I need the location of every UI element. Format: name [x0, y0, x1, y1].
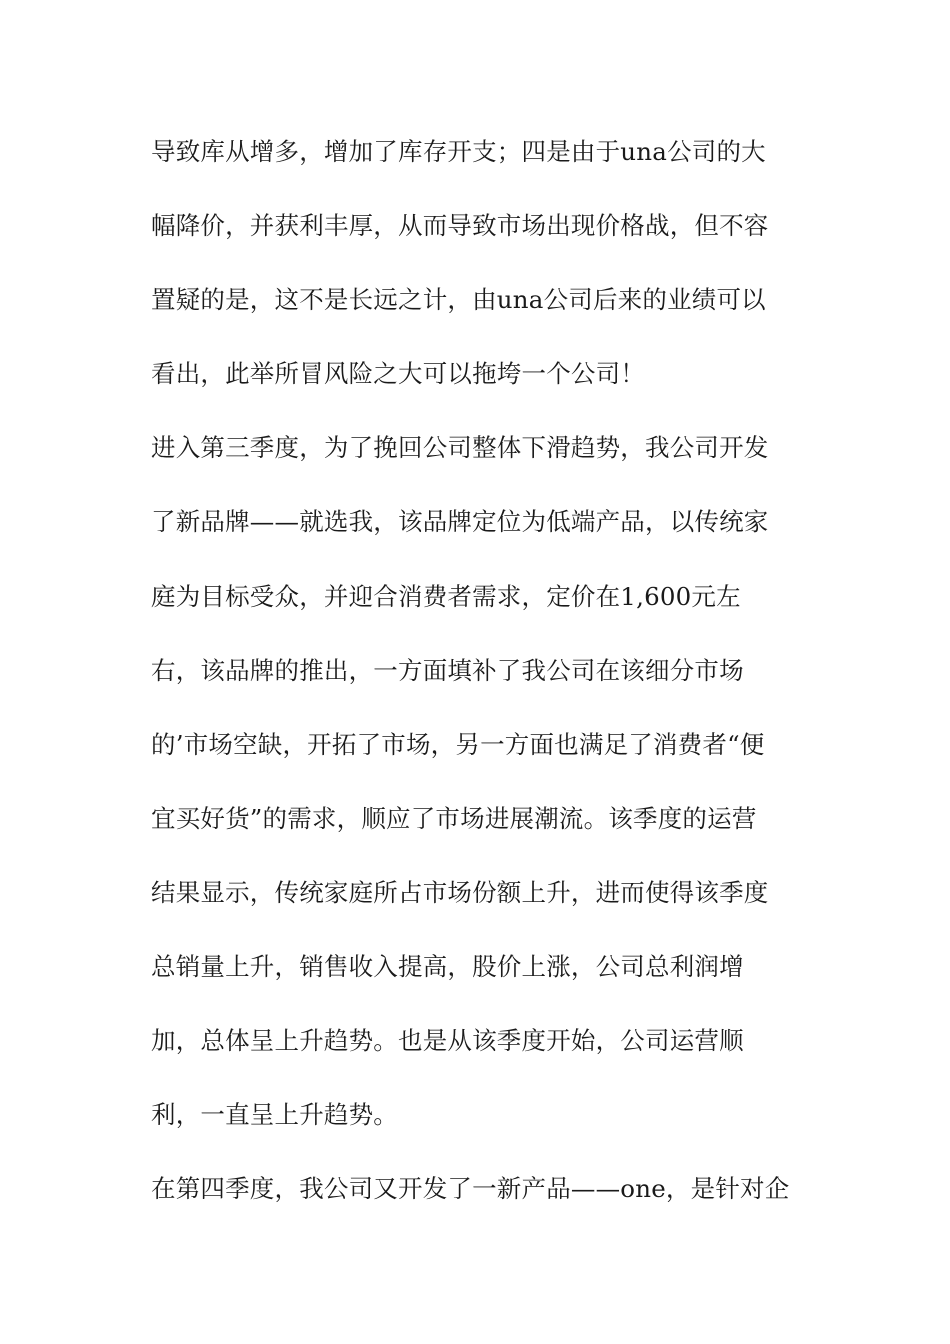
text-line: 在第四季度，我公司又开发了一新产品——one，是针对企 [151, 1174, 790, 1204]
text-line: 宜买好货”的需求，顺应了市场进展潮流。该季度的运营 [151, 803, 757, 833]
text-line: 庭为目标受众，并迎合消费者需求，定价在1,600元左 [151, 581, 741, 611]
text-line: 幅降价，并获利丰厚，从而导致市场出现价格战，但不容 [151, 211, 769, 241]
document-body [151, 130, 811, 1241]
text-line: 导致库从增多，增加了库存开支；四是由于una公司的大 [151, 137, 766, 166]
text-line: 看出，此举所冒风险之大可以拖垮一个公司！ [151, 359, 645, 389]
text-line: 结果显示，传统家庭所占市场份额上升，进而使得该季度 [151, 877, 769, 907]
text-line: 的’市场空缺，开拓了市场，另一方面也满足了消费者“便 [151, 729, 765, 759]
text-line: 总销量上升，销售收入提高，股价上涨，公司总利润增 [151, 952, 744, 982]
text-line: 进入第三季度，为了挽回公司整体下滑趋势，我公司开发 [151, 433, 769, 463]
text-line: 利，一直呈上升趋势。 [151, 1100, 398, 1130]
text-line: 了新品牌——就选我，该品牌定位为低端产品，以传统家 [151, 507, 769, 537]
text-line: 置疑的是，这不是长远之计，由una公司后来的业绩可以 [151, 285, 766, 315]
text-line: 加，总体呈上升趋势。也是从该季度开始，公司运营顺 [151, 1026, 744, 1056]
text-line: 右，该品牌的推出，一方面填补了我公司在该细分市场 [151, 655, 744, 685]
